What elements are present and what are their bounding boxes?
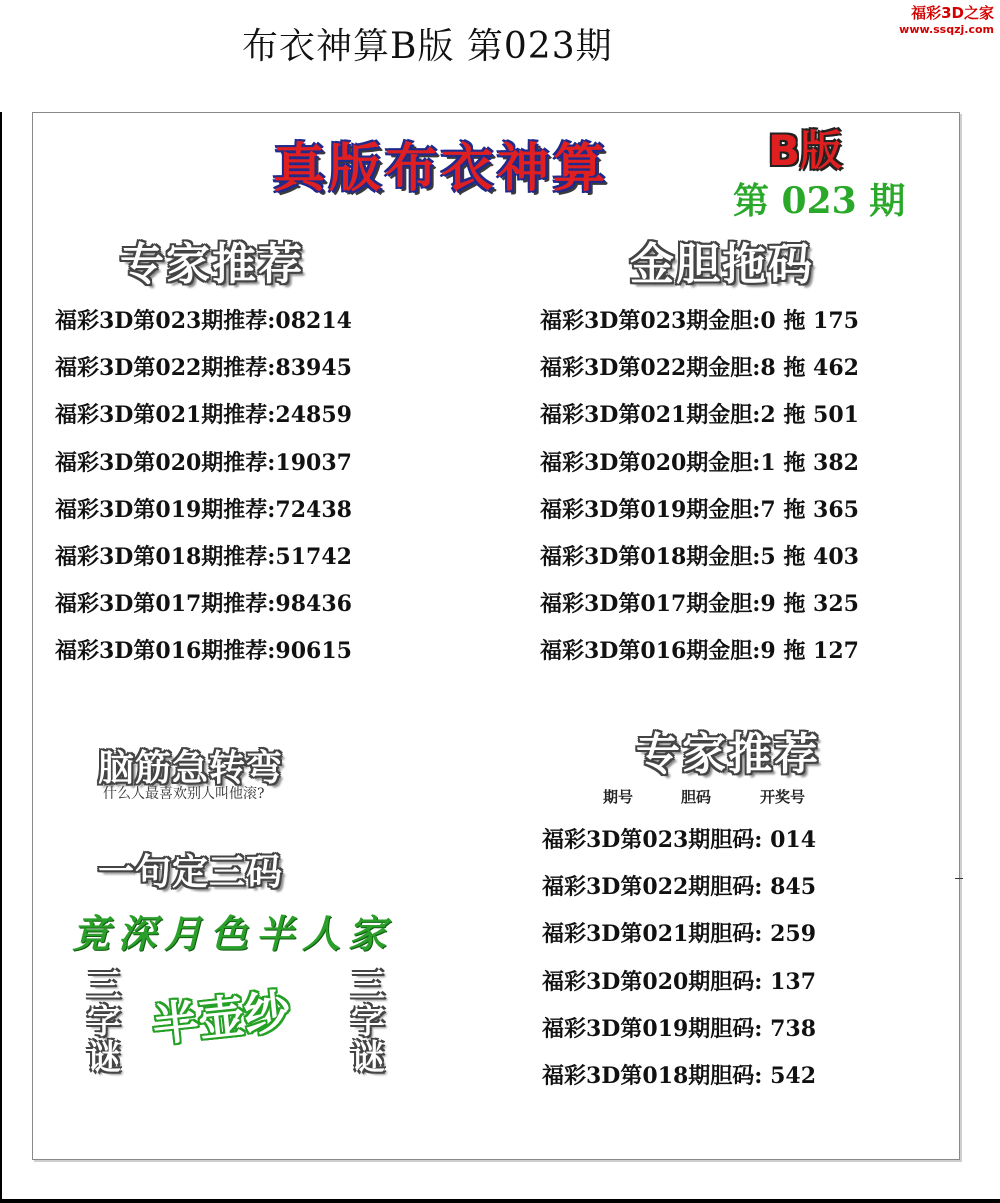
expert-row: 福彩3D第019期推荐:72438 — [55, 496, 352, 523]
sentence-heading: 一句定三码 — [98, 852, 284, 893]
riddle-answer: 半壶纱 — [149, 983, 293, 1053]
edition-label: B版 — [768, 126, 843, 175]
golden-row: 福彩3D第017期金胆:9 拖 325 — [540, 591, 859, 618]
site-watermark — [899, 2, 994, 36]
golden-row: 福彩3D第021期金胆:2 拖 501 — [540, 402, 859, 429]
watermark-url: www.ssqzj.com — [899, 23, 994, 36]
page-title: 布衣神算B版 第023期 — [242, 26, 613, 67]
issue-label: 第 023 期 — [733, 180, 906, 222]
riddle-question: 什么人最喜欢别人叫他滚? — [103, 786, 265, 802]
riddle-heading: 脑筋急转弯 — [98, 748, 284, 789]
column-header-draw: 开奖号 — [760, 788, 806, 806]
column-header-issue: 期号 — [603, 788, 634, 806]
left-edge-line — [0, 112, 2, 1203]
expert-row: 福彩3D第016期推荐:90615 — [55, 638, 352, 665]
golden-row: 福彩3D第018期金胆:5 拖 403 — [540, 543, 859, 570]
right-vertical-label: 三字谜 — [351, 966, 385, 1078]
poem-line: 竟深月色半人家 — [72, 912, 395, 956]
expert-row: 福彩3D第021期推荐:24859 — [55, 402, 352, 429]
expert-row: 福彩3D第022期推荐:83945 — [55, 355, 352, 382]
golden-row: 福彩3D第023期金胆:0 拖 175 — [540, 308, 859, 334]
golden-heading: 金胆拖码 — [630, 239, 814, 290]
banner-title: 真版布衣神算 — [273, 139, 610, 199]
watermark-name: 福彩3D之家 — [911, 4, 994, 22]
bile-row: 福彩3D第023期胆码: 014 — [542, 827, 817, 853]
expert-list-left — [55, 310, 352, 688]
golden-list — [540, 310, 859, 688]
expert-row: 福彩3D第020期推荐:19037 — [55, 449, 352, 476]
bile-row: 福彩3D第018期胆码: 542 — [542, 1062, 817, 1089]
expert-row: 福彩3D第017期推荐:98436 — [55, 591, 352, 618]
bile-row: 福彩3D第022期胆码: 845 — [542, 874, 817, 901]
expert-row: 福彩3D第018期推荐:51742 — [55, 543, 352, 570]
expert-row: 福彩3D第023期推荐:08214 — [55, 308, 352, 334]
frame-tick — [955, 878, 963, 879]
expert-heading-left: 专家推荐 — [120, 239, 304, 290]
golden-row: 福彩3D第020期金胆:1 拖 382 — [540, 449, 859, 476]
golden-row: 福彩3D第022期金胆:8 拖 462 — [540, 355, 859, 382]
left-vertical-label: 三字谜 — [87, 966, 121, 1078]
bile-row: 福彩3D第019期胆码: 738 — [542, 1015, 817, 1042]
bile-row: 福彩3D第020期胆码: 137 — [542, 968, 817, 995]
golden-row: 福彩3D第016期金胆:9 拖 127 — [540, 638, 859, 665]
golden-row: 福彩3D第019期金胆:7 拖 365 — [540, 496, 859, 523]
column-header-bile: 胆码 — [681, 788, 712, 806]
bile-row: 福彩3D第021期胆码: 259 — [542, 921, 817, 948]
expert-list-right — [542, 829, 816, 1112]
bottom-edge-line — [0, 1199, 1000, 1203]
expert-heading-right: 专家推荐 — [636, 729, 820, 780]
